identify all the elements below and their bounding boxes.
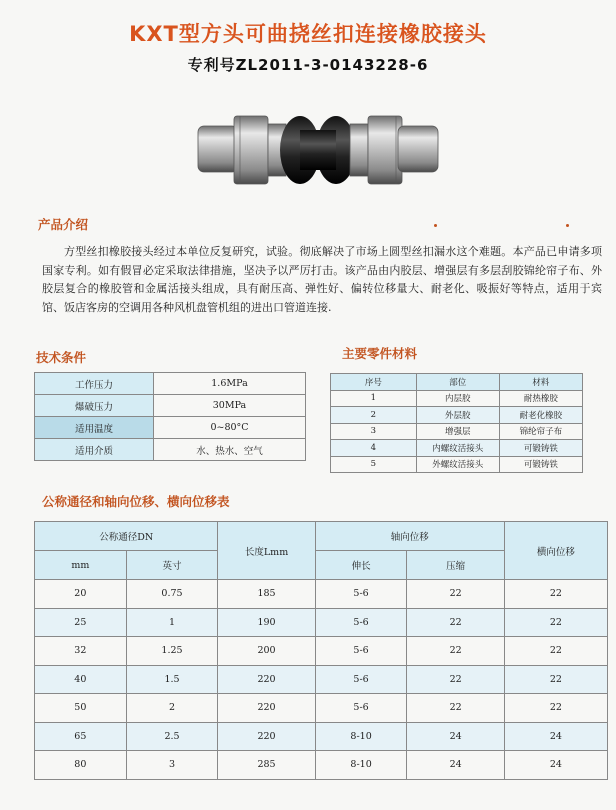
parts-heading: 主要零件材料 bbox=[342, 346, 418, 361]
header-dn: 公称通径DN bbox=[35, 522, 218, 551]
cell-compress: 22 bbox=[407, 694, 504, 723]
parts-cell: 可锻铸铁 bbox=[499, 456, 582, 473]
cell-extend: 5-6 bbox=[315, 694, 407, 723]
tech-key: 工作压力 bbox=[35, 373, 154, 395]
header-extend: 伸长 bbox=[315, 551, 407, 580]
tech-value: 30MPa bbox=[154, 395, 306, 417]
cell-inch: 1 bbox=[126, 608, 218, 637]
cell-compress: 22 bbox=[407, 608, 504, 637]
cell-mm: 50 bbox=[35, 694, 127, 723]
parts-cell: 3 bbox=[331, 423, 417, 440]
parts-cell: 可锻铸铁 bbox=[499, 440, 582, 457]
cell-extend: 5-6 bbox=[315, 665, 407, 694]
cell-mm: 32 bbox=[35, 637, 127, 666]
rubber-joint-product-image bbox=[196, 104, 440, 196]
table-row bbox=[35, 637, 608, 666]
dims-heading: 公称通径和轴向位移、横向位移表 bbox=[42, 494, 230, 509]
cell-lateral: 22 bbox=[504, 694, 607, 723]
page-title: KXT型方头可曲挠丝扣连接橡胶接头 bbox=[129, 22, 487, 46]
cell-compress: 22 bbox=[407, 665, 504, 694]
table-header-row bbox=[35, 522, 608, 551]
cell-mm: 80 bbox=[35, 751, 127, 780]
tech-conditions-table bbox=[34, 372, 306, 461]
tech-key: 适用介质 bbox=[35, 439, 154, 461]
parts-cell: 2 bbox=[331, 407, 417, 424]
cell-length: 190 bbox=[218, 608, 315, 637]
cell-length: 200 bbox=[218, 637, 315, 666]
cell-length: 185 bbox=[218, 580, 315, 609]
header-length: 长度Lmm bbox=[218, 522, 315, 580]
cell-compress: 22 bbox=[407, 580, 504, 609]
cell-inch: 2 bbox=[126, 694, 218, 723]
table-row bbox=[35, 722, 608, 751]
cell-compress: 24 bbox=[407, 751, 504, 780]
cell-inch: 0.75 bbox=[126, 580, 218, 609]
tech-value: 水、热水、空气 bbox=[154, 439, 306, 461]
cell-length: 220 bbox=[218, 665, 315, 694]
parts-header-part: 部位 bbox=[416, 374, 499, 391]
tech-value: 0~80°C bbox=[154, 417, 306, 439]
tech-value: 1.6MPa bbox=[154, 373, 306, 395]
patent-number: 专利号ZL2011-3-0143228-6 bbox=[187, 56, 429, 74]
table-row bbox=[331, 440, 583, 457]
cell-extend: 8-10 bbox=[315, 722, 407, 751]
table-row bbox=[35, 417, 306, 439]
header-compress: 压缩 bbox=[407, 551, 504, 580]
table-row bbox=[35, 580, 608, 609]
parts-cell: 耐老化橡胶 bbox=[499, 407, 582, 424]
parts-header-no: 序号 bbox=[331, 374, 417, 391]
cell-compress: 22 bbox=[407, 637, 504, 666]
cell-lateral: 22 bbox=[504, 608, 607, 637]
cell-inch: 1.5 bbox=[126, 665, 218, 694]
dimensions-table bbox=[34, 521, 608, 780]
cell-extend: 5-6 bbox=[315, 580, 407, 609]
parts-cell: 耐热橡胶 bbox=[499, 390, 582, 407]
cell-length: 220 bbox=[218, 722, 315, 751]
header-inch: 英寸 bbox=[126, 551, 218, 580]
cell-mm: 25 bbox=[35, 608, 127, 637]
header-mm: mm bbox=[35, 551, 127, 580]
intro-text: 方型丝扣橡胶接头经过本单位反复研究，试验。彻底解决了市场上圆型丝扣漏水这个难题。本产品已申请多项国家专利。如有假冒必定采取法律措施，坚决予以严厉打击。该产品由内胶层、增强层有多层刮胶锦纶帘子布、外胶层复合的橡胶管和金属活接头组成，具有耐压高、弹性好、偏转位移量大、耐老化、吸振好等特点，适用于宾馆、饭店客房的空调用各种风机盘管机组的进出口管道连接. bbox=[42, 245, 602, 314]
cell-extend: 5-6 bbox=[315, 637, 407, 666]
parts-cell: 增强层 bbox=[416, 423, 499, 440]
cell-compress: 24 bbox=[407, 722, 504, 751]
table-row bbox=[35, 694, 608, 723]
cell-length: 285 bbox=[218, 751, 315, 780]
header-axial: 轴向位移 bbox=[315, 522, 504, 551]
tech-key: 爆破压力 bbox=[35, 395, 154, 417]
table-row bbox=[35, 373, 306, 395]
table-row bbox=[35, 665, 608, 694]
parts-materials-table bbox=[330, 373, 583, 473]
cell-lateral: 22 bbox=[504, 665, 607, 694]
table-row bbox=[35, 608, 608, 637]
cell-lateral: 22 bbox=[504, 637, 607, 666]
cell-lateral: 24 bbox=[504, 722, 607, 751]
cell-length: 220 bbox=[218, 694, 315, 723]
decorative-dot bbox=[434, 224, 437, 227]
cell-inch: 2.5 bbox=[126, 722, 218, 751]
table-row bbox=[35, 439, 306, 461]
parts-cell: 外层胶 bbox=[416, 407, 499, 424]
table-row bbox=[331, 456, 583, 473]
parts-cell: 5 bbox=[331, 456, 417, 473]
cell-inch: 3 bbox=[126, 751, 218, 780]
table-row bbox=[331, 390, 583, 407]
decorative-dot bbox=[566, 224, 569, 227]
cell-lateral: 24 bbox=[504, 751, 607, 780]
table-header-row bbox=[331, 374, 583, 391]
cell-mm: 20 bbox=[35, 580, 127, 609]
cell-extend: 8-10 bbox=[315, 751, 407, 780]
tech-heading: 技术条件 bbox=[36, 350, 87, 365]
cell-lateral: 22 bbox=[504, 580, 607, 609]
table-row bbox=[35, 751, 608, 780]
cell-extend: 5-6 bbox=[315, 608, 407, 637]
header-lateral: 横向位移 bbox=[504, 522, 607, 580]
parts-cell: 4 bbox=[331, 440, 417, 457]
cell-mm: 65 bbox=[35, 722, 127, 751]
parts-cell: 锦纶帘子布 bbox=[499, 423, 582, 440]
parts-cell: 1 bbox=[331, 390, 417, 407]
parts-header-material: 材料 bbox=[499, 374, 582, 391]
parts-cell: 内螺纹活接头 bbox=[416, 440, 499, 457]
parts-cell: 外螺纹活接头 bbox=[416, 456, 499, 473]
cell-mm: 40 bbox=[35, 665, 127, 694]
intro-heading: 产品介绍 bbox=[38, 217, 89, 232]
table-row bbox=[35, 395, 306, 417]
table-row bbox=[331, 407, 583, 424]
parts-cell: 内层胶 bbox=[416, 390, 499, 407]
cell-inch: 1.25 bbox=[126, 637, 218, 666]
tech-key: 适用温度 bbox=[35, 417, 154, 439]
table-row bbox=[331, 423, 583, 440]
